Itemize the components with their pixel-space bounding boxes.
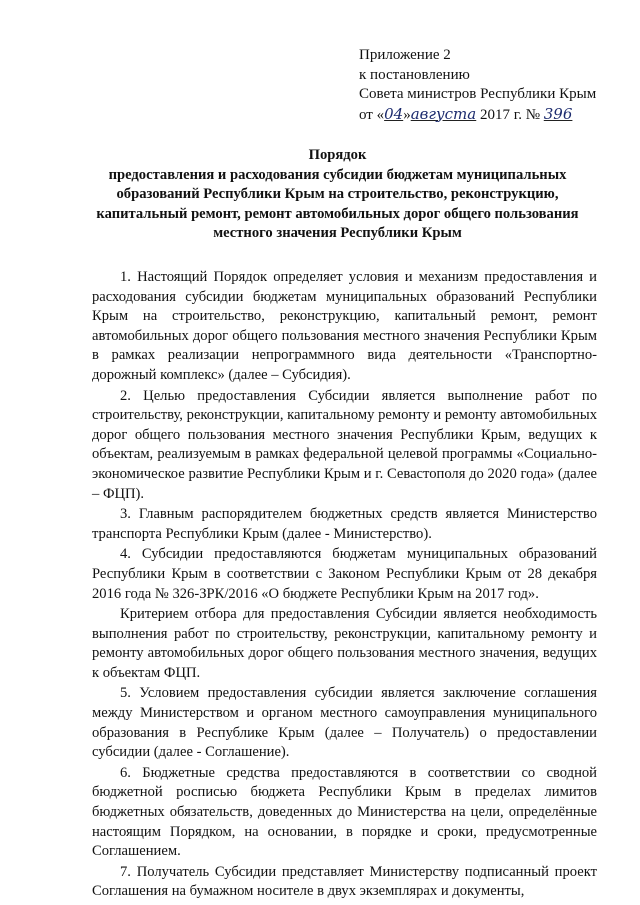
date-mid: »	[403, 106, 411, 123]
document-title	[70, 146, 605, 244]
date-month-handwritten: августа	[410, 104, 477, 123]
paragraph-3: 3. Главным распорядителем бюджетных средств является Министерство транспорта Республики Крым (далее - Министерство).	[92, 506, 597, 542]
appendix-header	[359, 46, 596, 125]
title-heading: Порядок	[308, 147, 367, 163]
date-suffix: 2017 г. №	[479, 106, 541, 123]
appendix-date-line	[359, 105, 596, 126]
date-day-handwritten: 04	[384, 104, 404, 123]
resolution-number-handwritten: 396	[543, 104, 573, 123]
paragraph-6: 6. Бюджетные средства предоставляются в соответствии со сводной бюджетной росписью бюджета Республики Крым в пределах лимитов бюджетных обязательств, доведенных до Министерства на цели, определённые настоящим Порядком, на основании, в порядке и сроки, предусмотренные Соглашением.	[92, 764, 597, 860]
appendix-resolution: к постановлению	[359, 66, 470, 83]
date-prefix: от «	[359, 106, 385, 123]
paragraph-7: 7. Получатель Субсидии представляет Министерству подписанный проект Соглашения на бумажном носителе в двух экземплярах и документы,	[92, 863, 597, 900]
paragraph-1: 1. Настоящий Порядок определяет условия и механизм предоставления и расходования субсидии бюджетам муниципальных образований Республики Крым на строительство, реконструкцию, капитальный ремонт, ремонт автомобильных дорог общего пользования местного значения Республики Крым в рамках реализации непрограммного вида деятельности «Транспортно-дорожный комплекс» (далее – Субсидия).	[92, 269, 597, 383]
appendix-council: Совета министров Республики Крым	[359, 86, 597, 102]
paragraph-2: 2. Целью предоставления Субсидии является выполнение работ по строительству, реконструкции, капитальному ремонту и ремонту автомобильных дорог общего пользования местного значения Республики Крым, ведущих к объектам, реализуемым в рамках федеральной целевой программы «Социально-экономическое развитие Республики Крым и г. Севастополя до 2020 года» (далее – ФЦП).	[92, 387, 597, 502]
title-subtitle: предоставления и расходования субсидии бюджетам муниципальных образований Республики Крым на строительство, реконструкцию, капитальный ремонт, ремонт автомобильных дорог общего пользования местного значения Республики Крым	[96, 166, 579, 241]
paragraph-4: 4. Субсидии предоставляются бюджетам муниципальных образований Республики Крым в соответствии с Законом Республики Крым от 28 декабря 2016 года № 326-ЗРК/2016 «О бюджете Республики Крым на 2017 год».	[92, 546, 597, 602]
document-body	[92, 268, 597, 903]
paragraph-criterion: Критерием отбора для предоставления Субсидии является необходимость выполнения работ по строительству, реконструкции, капитальному ремонту и ремонту автомобильных дорог общего пользования местного значения, ведущих к объектам ФЦП.	[92, 606, 597, 681]
paragraph-5: 5. Условием предоставления субсидии является заключение соглашения между Министерством и органом местного самоуправления муниципального образования в Республике Крым (далее – Получатель) о предоставлении субсидии (далее - Соглашение).	[92, 685, 597, 761]
appendix-number: Приложение 2	[359, 47, 451, 63]
